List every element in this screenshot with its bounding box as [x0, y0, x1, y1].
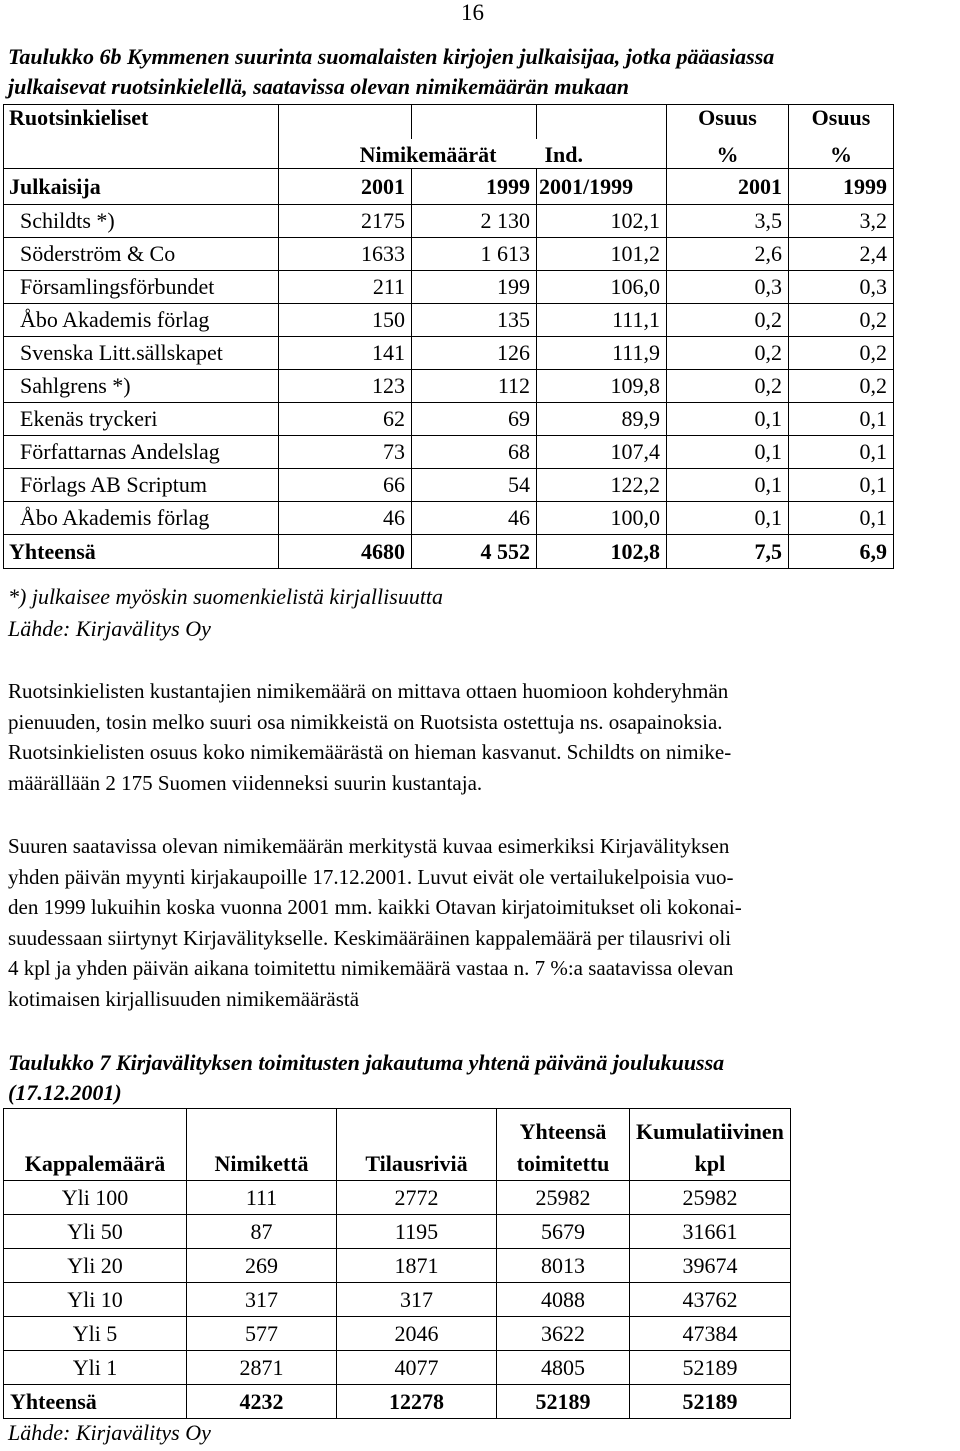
paragraph-2-line: suudessaan siirtynyt Kirjavälitykselle. Keskimääräinen kappalemäärä per tilausrivi oli — [8, 925, 732, 950]
table6-publisher-name: Svenska Litt.sällskapet — [4, 337, 279, 370]
table6-row — [4, 337, 894, 370]
table6-titles-1999: 135 — [412, 304, 537, 337]
table6-row — [4, 370, 894, 403]
table6-share-1999: 0,1 — [789, 403, 894, 436]
table6-titles-2001: 150 — [279, 304, 412, 337]
table7-title-line2: (17.12.2001) — [8, 1080, 122, 1105]
table6-titles-2001: 46 — [279, 502, 412, 535]
table6-titles-2001: 66 — [279, 469, 412, 502]
table7-kumulatiivinen: 25982 — [630, 1181, 791, 1215]
page-number: 16 — [461, 0, 484, 25]
table6-title-line2: julkaisevat ruotsinkielellä, saatavissa olevan nimikemäärän mukaan — [8, 74, 629, 99]
table7-yhteensa: 8013 — [497, 1249, 630, 1283]
table6-total-label: Yhteensä — [4, 535, 279, 569]
table6-publisher-name: Schildts *) — [4, 205, 279, 238]
table7-row — [4, 1215, 791, 1249]
table7-total-tilausrivia: 12278 — [337, 1385, 497, 1419]
table6-titles-2001: 62 — [279, 403, 412, 436]
table6-share-2001: 2,6 — [667, 238, 789, 271]
table6-index: 109,8 — [537, 370, 667, 403]
table7-total-kumulatiivinen: 52189 — [630, 1385, 791, 1419]
table6-row — [4, 502, 894, 535]
table6-share-2001: 0,2 — [667, 370, 789, 403]
table6-osuus1999-year: 1999 — [789, 169, 894, 205]
table6-index: 100,0 — [537, 502, 667, 535]
table7-tilausrivia: 2046 — [337, 1317, 497, 1351]
table6-footnote: *) julkaisee myöskin suomenkielistä kirjallisuutta — [8, 584, 444, 609]
paragraph-1 — [8, 676, 938, 798]
table6-index: 122,2 — [537, 469, 667, 502]
table6-titles-1999: 46 — [412, 502, 537, 535]
table6-index: 106,0 — [537, 271, 667, 304]
table6-source: Lähde: Kirjavälitys Oy — [8, 616, 211, 641]
table6-row — [4, 403, 894, 436]
table6-total-osuus1999: 6,9 — [789, 535, 894, 569]
table6-nimikemaarat-header: Nimikemäärät — [279, 139, 537, 169]
paragraph-2-line: yhden päivän myynti kirjakaupoille 17.12.2001. Luvut eivät ole vertailukelpoisia vuo- — [8, 864, 734, 889]
table7-nimiketta-header: Nimikettä — [187, 1109, 337, 1181]
table7-yhteensa: 4805 — [497, 1351, 630, 1385]
table7-kappalemaara: Yli 10 — [4, 1283, 187, 1317]
table6-index: 89,9 — [537, 403, 667, 436]
table6-row — [4, 436, 894, 469]
table7-yhteensa-header-line2: toimitettu — [516, 1151, 610, 1176]
table7-tilausrivia: 1871 — [337, 1249, 497, 1283]
table6-share-2001: 0,1 — [667, 403, 789, 436]
table6-publisher-name: Församlingsförbundet — [4, 271, 279, 304]
table6-titles-2001: 123 — [279, 370, 412, 403]
table7-row — [4, 1283, 791, 1317]
table6-share-2001: 0,3 — [667, 271, 789, 304]
table6-share-1999: 0,2 — [789, 304, 894, 337]
paragraph-1-line: Ruotsinkielisten kustantajien nimikemäärä on mittava ottaen huomioon kohderyhmän — [8, 679, 729, 703]
table6-titles-1999: 68 — [412, 436, 537, 469]
table6-share-2001: 3,5 — [667, 205, 789, 238]
table7-nimiketta: 111 — [187, 1181, 337, 1215]
table6-index: 111,1 — [537, 304, 667, 337]
table7-kumulatiivinen: 31661 — [630, 1215, 791, 1249]
table7-nimiketta: 87 — [187, 1215, 337, 1249]
table7 — [3, 1108, 791, 1419]
table6-share-2001: 0,1 — [667, 502, 789, 535]
table6 — [3, 104, 894, 569]
table6-share-1999: 0,1 — [789, 502, 894, 535]
table6-ratio-header: 2001/1999 — [537, 169, 667, 205]
table7-kappalemaara-header: Kappalemäärä — [4, 1109, 187, 1181]
table6-titles-2001: 211 — [279, 271, 412, 304]
table6-titles-1999: 2 130 — [412, 205, 537, 238]
table6-row — [4, 271, 894, 304]
table6-index: 101,2 — [537, 238, 667, 271]
paragraph-2-line: kotimaisen kirjallisuuden nimikemäärästä — [8, 986, 360, 1011]
table7-nimiketta: 269 — [187, 1249, 337, 1283]
table7-tilausrivia: 317 — [337, 1283, 497, 1317]
table6-titles-1999: 112 — [412, 370, 537, 403]
table7-nimiketta: 577 — [187, 1317, 337, 1351]
table6-osuus-1999-label: Osuus — [789, 105, 894, 139]
table6-row — [4, 205, 894, 238]
table7-yhteensa-header-line1: Yhteensä — [519, 1119, 607, 1144]
paragraph-2-line: den 1999 lukuihin koska vuonna 2001 mm. kaikki Otavan kirjatoimitukset oli kokonai- — [8, 895, 742, 919]
table7-kumulatiivinen: 43762 — [630, 1283, 791, 1317]
table6-index: 111,9 — [537, 337, 667, 370]
table6-publisher-name: Författarnas Andelslag — [4, 436, 279, 469]
table6-share-1999: 0,3 — [789, 271, 894, 304]
table6-share-1999: 3,2 — [789, 205, 894, 238]
table7-tilausrivia: 4077 — [337, 1351, 497, 1385]
table6-titles-2001: 73 — [279, 436, 412, 469]
table6-publisher-name: Förlags AB Scriptum — [4, 469, 279, 502]
table6-titles-1999: 54 — [412, 469, 537, 502]
table6-publisher-name: Ekenäs tryckeri — [4, 403, 279, 436]
paragraph-1-line: pienuuden, tosin melko suuri osa nimikkeistä on Ruotsista ostettuja ns. osapainoksia. — [8, 709, 723, 734]
table6-pct-2001: % — [667, 139, 789, 169]
table7-kumulatiivinen: 52189 — [630, 1351, 791, 1385]
table6-share-1999: 2,4 — [789, 238, 894, 271]
table6-titles-1999: 199 — [412, 271, 537, 304]
table6-publisher-name: Åbo Akademis förlag — [4, 304, 279, 337]
table6-titles-2001: 2175 — [279, 205, 412, 238]
table7-total-yhteensa: 52189 — [497, 1385, 630, 1419]
table6-titles-2001: 141 — [279, 337, 412, 370]
table6-share-1999: 0,2 — [789, 337, 894, 370]
table6-publisher-name: Sahlgrens *) — [4, 370, 279, 403]
table6-share-2001: 0,1 — [667, 436, 789, 469]
table6-pct-1999: % — [789, 139, 894, 169]
table6-1999-header: 1999 — [412, 169, 537, 205]
table6-share-1999: 0,1 — [789, 469, 894, 502]
table6-ind-header: Ind. — [537, 139, 667, 169]
table6-row — [4, 238, 894, 271]
table7-kappalemaara: Yli 50 — [4, 1215, 187, 1249]
table6-osuus-2001-label: Osuus — [667, 105, 789, 139]
table7-kumulatiivinen: 47384 — [630, 1317, 791, 1351]
paragraph-2-line: Suuren saatavissa olevan nimikemäärän merkitystä kuvaa esimerkiksi Kirjavälityksen — [8, 834, 730, 858]
paragraph-2-line: 4 kpl ja yhden päivän aikana toimitettu nimikemäärä vastaa n. 7 %:a saatavissa olevan — [8, 956, 734, 980]
table6-share-1999: 0,1 — [789, 436, 894, 469]
table7-yhteensa-header — [497, 1109, 630, 1181]
table6-2001-header: 2001 — [279, 169, 412, 205]
table7-nimiketta: 317 — [187, 1283, 337, 1317]
table7-row — [4, 1351, 791, 1385]
table6-total-1999: 4 552 — [412, 535, 537, 569]
table7-kumulatiivinen: 39674 — [630, 1249, 791, 1283]
table7-kappalemaara: Yli 20 — [4, 1249, 187, 1283]
table6-share-2001: 0,2 — [667, 337, 789, 370]
table7-kumulatiivinen-header — [630, 1109, 791, 1181]
table6-total-row — [4, 535, 894, 569]
table6-publisher-name: Söderström & Co — [4, 238, 279, 271]
table7-yhteensa: 4088 — [497, 1283, 630, 1317]
table7-tilausrivia: 2772 — [337, 1181, 497, 1215]
table6-osuus2001-year: 2001 — [667, 169, 789, 205]
table7-yhteensa: 5679 — [497, 1215, 630, 1249]
table7-yhteensa: 25982 — [497, 1181, 630, 1215]
table7-total-nimiketta: 4232 — [187, 1385, 337, 1419]
table7-nimiketta: 2871 — [187, 1351, 337, 1385]
table6-titles-2001: 1633 — [279, 238, 412, 271]
table7-kumul-header-line2: kpl — [694, 1151, 726, 1176]
table7-title-line1: Taulukko 7 Kirjavälityksen toimitusten jakautuma yhtenä päivänä joulukuussa — [8, 1050, 725, 1075]
table7-tilausrivia-header: Tilausriviä — [337, 1109, 497, 1181]
table6-index: 107,4 — [537, 436, 667, 469]
paragraph-1-line: määrällään 2 175 Suomen viidenneksi suurin kustantaja. — [8, 770, 483, 795]
table6-publisher-name: Åbo Akademis förlag — [4, 502, 279, 535]
table7-tilausrivia: 1195 — [337, 1215, 497, 1249]
table7-row — [4, 1249, 791, 1283]
table6-share-2001: 0,2 — [667, 304, 789, 337]
table6-row — [4, 469, 894, 502]
table7-kappalemaara: Yli 1 — [4, 1351, 187, 1385]
table6-total-osuus2001: 7,5 — [667, 535, 789, 569]
table7-source: Lähde: Kirjavälitys Oy — [8, 1420, 211, 1445]
table6-row — [4, 304, 894, 337]
table6-titles-1999: 1 613 — [412, 238, 537, 271]
table7-total-label: Yhteensä — [4, 1385, 187, 1419]
table6-share-1999: 0,2 — [789, 370, 894, 403]
table6-share-2001: 0,1 — [667, 469, 789, 502]
table6-titles-1999: 69 — [412, 403, 537, 436]
table7-kappalemaara: Yli 5 — [4, 1317, 187, 1351]
table6-title-line1: Taulukko 6b Kymmenen suurinta suomalaisten kirjojen julkaisijaa, jotka pääasiassa — [8, 44, 775, 69]
table6-julkaisija-header: Julkaisija — [4, 169, 279, 205]
table7-row — [4, 1317, 791, 1351]
table7-kumul-header-line1: Kumulatiivinen — [636, 1119, 784, 1144]
table7-yhteensa: 3622 — [497, 1317, 630, 1351]
table6-total-2001: 4680 — [279, 535, 412, 569]
table7-kappalemaara: Yli 100 — [4, 1181, 187, 1215]
table6-group-label: Ruotsinkieliset — [4, 105, 279, 139]
table6-index: 102,1 — [537, 205, 667, 238]
table7-total-row — [4, 1385, 791, 1419]
table7-row — [4, 1181, 791, 1215]
table6-total-ind: 102,8 — [537, 535, 667, 569]
paragraph-1-line: Ruotsinkielisten osuus koko nimikemäärästä on hieman kasvanut. Schildts on nimike- — [8, 740, 732, 764]
paragraph-2 — [8, 831, 938, 1014]
table6-titles-1999: 126 — [412, 337, 537, 370]
